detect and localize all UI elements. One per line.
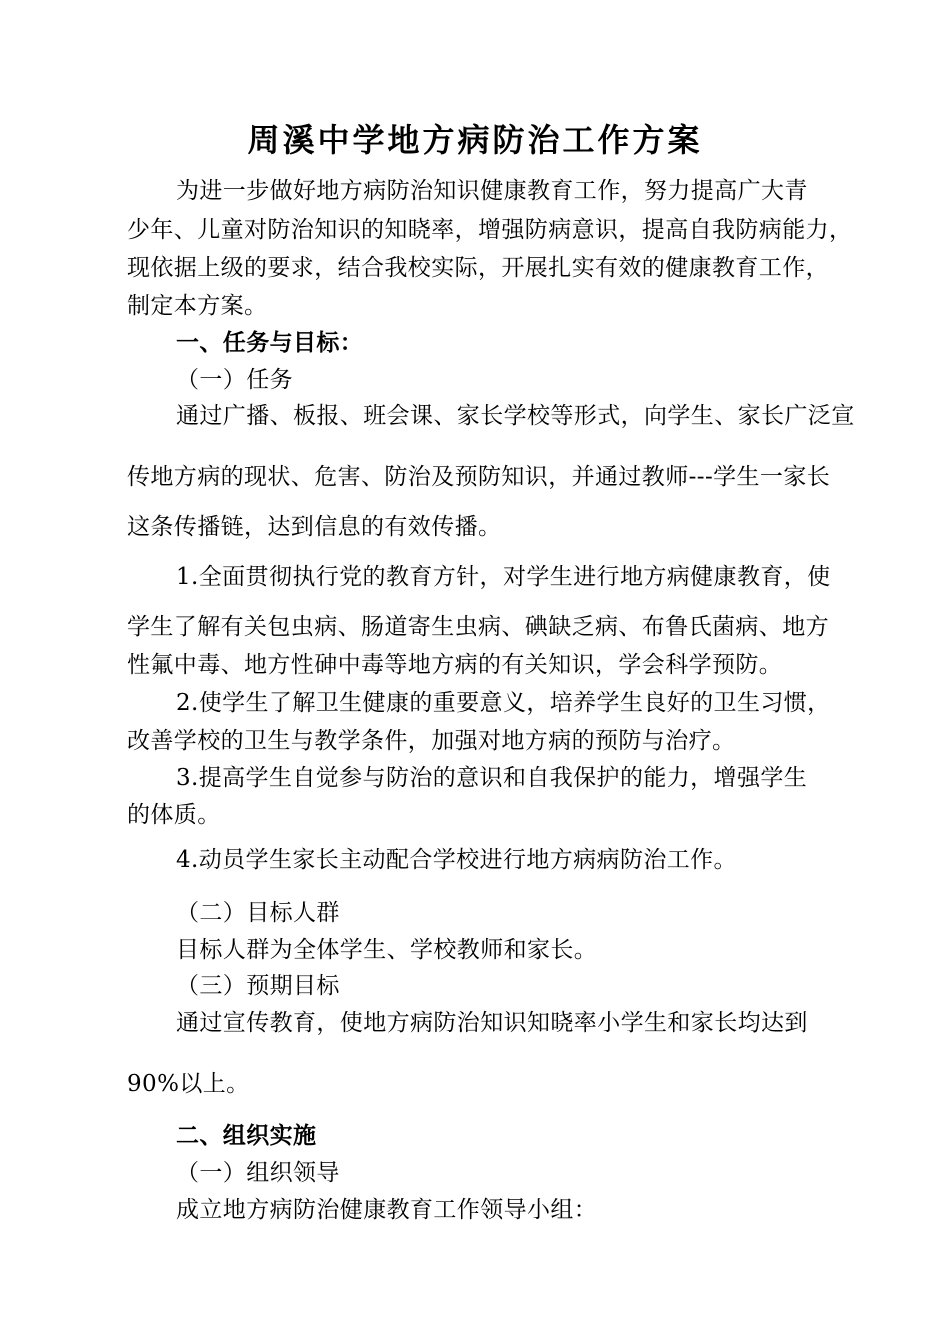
list-item-line: 的体质。 <box>127 802 221 828</box>
paragraph-line: 这条传播链，达到信息的有效传播。 <box>127 514 502 540</box>
list-item-line: 2.使学生了解卫生健康的重要意义，培养学生良好的卫生习惯， <box>176 690 831 716</box>
list-item-line: 3.提高学生自觉参与防治的意识和自我保护的能力，增强学生 <box>176 765 808 791</box>
paragraph-line: 目标人群为全体学生、学校教师和家长。 <box>176 937 598 963</box>
paragraph-line: 现依据上级的要求，结合我校实际，开展扎实有效的健康教育工作， <box>127 255 829 281</box>
paragraph-line: 为进一步做好地方病防治知识健康教育工作，努力提高广大青 <box>176 178 808 204</box>
paragraph-line: 90%以上。 <box>127 1071 250 1097</box>
paragraph-line: 少年、儿童对防治知识的知晓率，增强防病意识，提高自我防病能力， <box>127 217 853 243</box>
paragraph-line: 通过广播、板报、班会课、家长学校等形式，向学生、家长广泛宣 <box>176 403 855 429</box>
subsection-heading: （三）预期目标 <box>176 973 340 999</box>
paragraph-line: 制定本方案。 <box>127 293 268 319</box>
paragraph-line: 成立地方病防治健康教育工作领导小组： <box>176 1197 598 1223</box>
document-title: 周溪中学地方病防治工作方案 <box>247 121 703 159</box>
list-item-line: 性氟中毒、地方性砷中毒等地方病的有关知识，学会科学预防。 <box>127 652 783 678</box>
paragraph-line: 传地方病的现状、危害、防治及预防知识，并通过教师---学生一家长 <box>127 464 831 490</box>
list-item-line: 改善学校的卫生与教学条件，加强对地方病的预防与治疗。 <box>127 728 736 754</box>
subsection-heading: （一）任务 <box>176 367 293 393</box>
list-item-line: 学生了解有关包虫病、肠道寄生虫病、碘缺乏病、布鲁氏菌病、地方 <box>127 614 829 640</box>
paragraph-line: 通过宣传教育，使地方病防治知识知晓率小学生和家长均达到 <box>176 1010 808 1036</box>
section-heading: 一、任务与目标： <box>176 329 364 356</box>
list-item-line: 4.动员学生家长主动配合学校进行地方病病防治工作。 <box>176 847 737 873</box>
subsection-heading: （二）目标人群 <box>176 900 340 926</box>
list-item-line: 1.全面贯彻执行党的教育方针，对学生进行地方病健康教育，使 <box>176 564 831 590</box>
section-heading: 二、组织实施 <box>176 1122 317 1149</box>
subsection-heading: （一）组织领导 <box>176 1160 340 1186</box>
